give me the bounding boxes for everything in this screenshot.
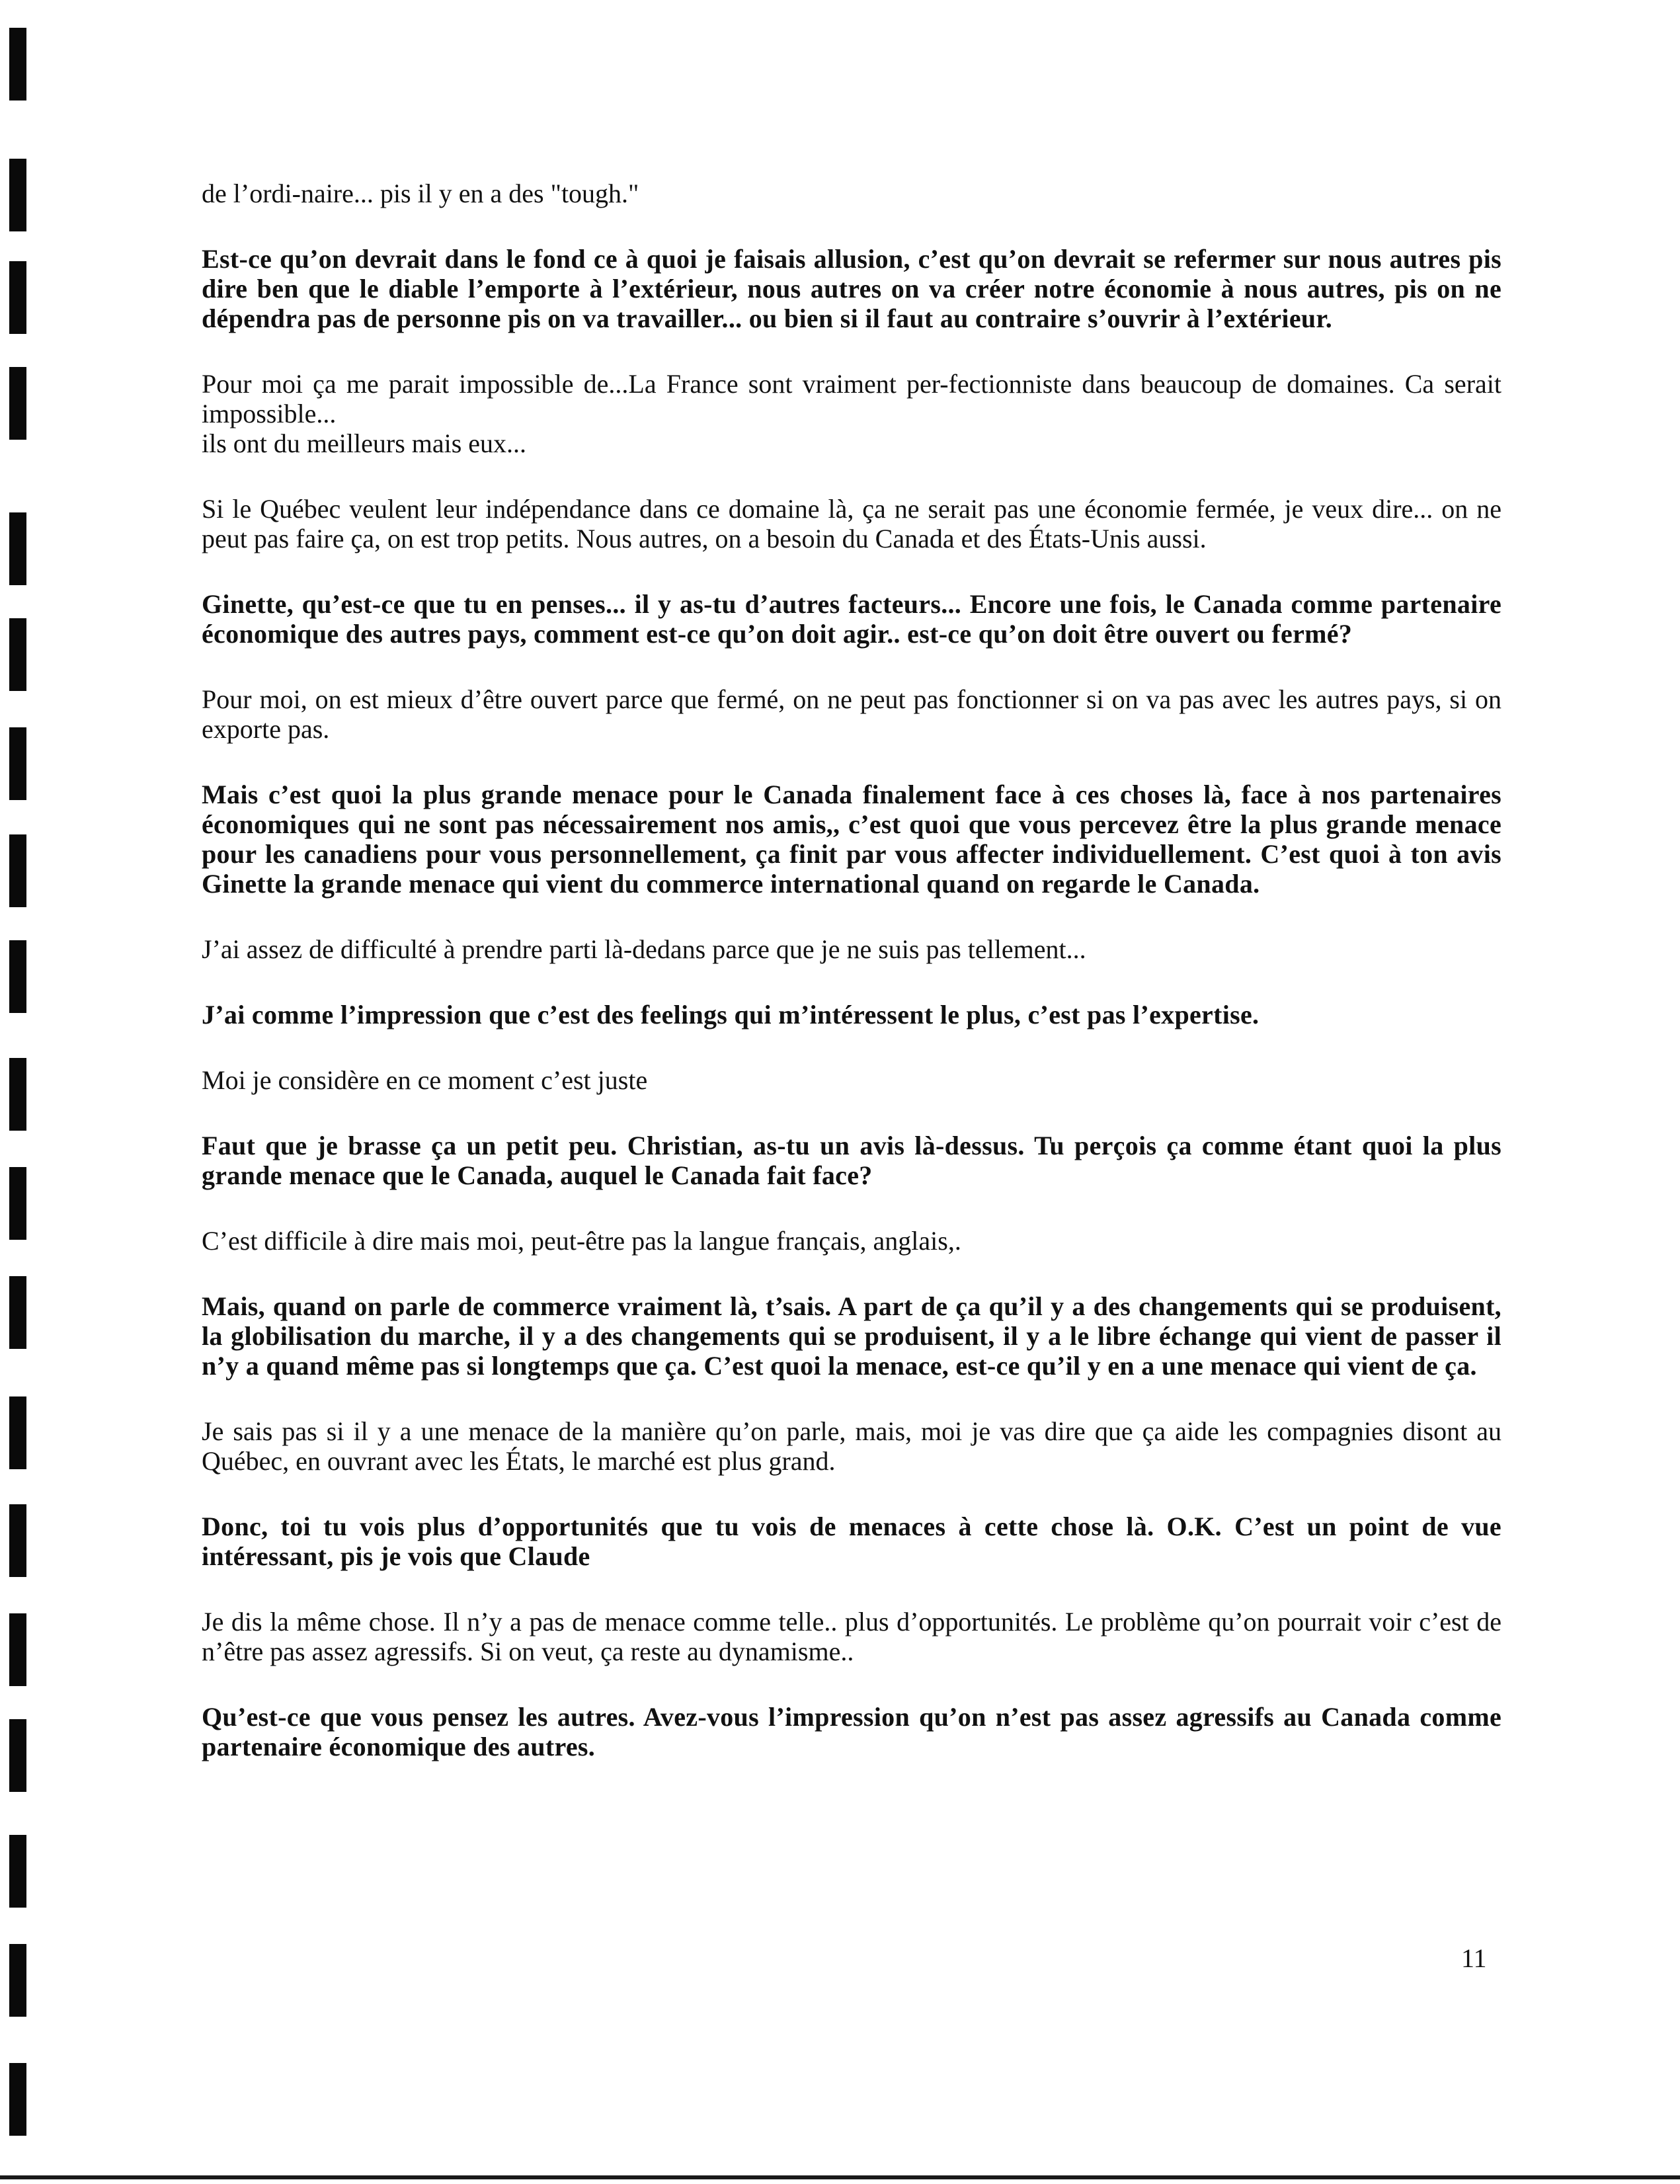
binder-mark [9,1719,26,1792]
binder-mark [9,1058,26,1131]
binder-mark [9,727,26,800]
binder-mark [9,940,26,1013]
binder-mark [9,1835,26,1908]
page-bottom-edge [0,2175,1680,2179]
paragraph: Ginette, qu’est-ce que tu en penses... il y as-tu d’autres facteurs... Encore une fois, le Canada comme partenaire économique des autres pays, comment est-ce qu’on doit agir.. est-ce qu’on doit être ouvert ou fermé? [202,589,1501,649]
transcript-body [202,179,1501,1797]
paragraph: Donc, toi tu vois plus d’opportunités que tu vois de menaces à cette chose là. O.K. C’est un point de vue intéressant, pis je vois que Claude [202,1512,1501,1571]
paragraph: Est-ce qu’on devrait dans le fond ce à quoi je faisais allusion, c’est qu’on devrait se refermer sur nous autres pis dire ben que le diable l’emporte à l’extérieur, nous autres on va créer notre économie à nous autres, pis on ne dépendra pas de personne pis on va travailler... ou bien si il faut au contraire s’ouvrir à l’extérieur. [202,244,1501,333]
binder-mark [9,1504,26,1577]
paragraph: Si le Québec veulent leur indépendance dans ce domaine là, ça ne serait pas une économie fermée, je veux dire... on ne peut pas faire ça, on est trop petits. Nous autres, on a besoin du Canada et des États-Unis aussi. [202,494,1501,553]
binder-mark [9,2063,26,2136]
binder-marks [9,0,29,2184]
paragraph: Mais c’est quoi la plus grande menace pour le Canada finalement face à ces choses là, face à nos partenaires économiques qui ne sont pas nécessairement nos amis,, c’est quoi que vous percevez être la plus grande menace pour les canadiens pour vous personnellement, ça finit par vous affecter individuellement. C’est quoi à ton avis Ginette la grande menace qui vient du commerce international quand on regarde le Canada. [202,780,1501,899]
paragraph: Mais, quand on parle de commerce vraiment là, t’sais. A part de ça qu’il y a des changements qui se produisent, la globilisation du marche, il y a des changements qui se produisent, il y a le libre échange qui vient de passer il n’y a quand même pas si longtemps que ça. C’est quoi la menace, est-ce qu’il y en a une menace qui vient de ça. [202,1291,1501,1381]
binder-mark [9,1396,26,1469]
paragraph: C’est difficile à dire mais moi, peut-être pas la langue français, anglais,. [202,1226,961,1256]
paragraph: Moi je considère en ce moment c’est juste [202,1065,648,1095]
binder-mark [9,1167,26,1240]
paragraph: J’ai comme l’impression que c’est des feelings qui m’intéressent le plus, c’est pas l’expertise. [202,1000,1260,1030]
paragraph: Pour moi, on est mieux d’être ouvert parce que fermé, on ne peut pas fonctionner si on va pas avec les autres pays, si on exporte pas. [202,684,1501,744]
binder-mark [9,1276,26,1349]
binder-mark [9,1944,26,2017]
paragraph: Je sais pas si il y a une menace de la manière qu’on parle, mais, moi je vas dire que ça aide les compagnies disont au Québec, en ouvrant avec les États, le marché est plus grand. [202,1416,1501,1476]
binder-mark [9,159,26,231]
paragraph: J’ai assez de difficulté à prendre parti là-dedans parce que je ne suis pas tellement... [202,934,1086,964]
paragraph: Pour moi ça me parait impossible de...La France sont vraiment per-fectionniste dans beaucoup de domaines. Ca serait impossible... ils ont du meilleurs mais eux... [202,369,1501,458]
binder-mark [9,261,26,334]
paragraph: Qu’est-ce que vous pensez les autres. Avez-vous l’impression qu’on n’est pas assez agressifs au Canada comme partenaire économique des autres. [202,1702,1501,1761]
paragraph: Je dis la même chose. Il n’y a pas de menace comme telle.. plus d’opportunités. Le problème qu’on pourrait voir c’est de n’être pas assez agressifs. Si on veut, ça reste au dynamisme.. [202,1607,1501,1666]
binder-mark [9,834,26,907]
binder-mark [9,367,26,440]
paragraph: de l’ordi-naire... pis il y en a des "tough." [202,179,639,208]
binder-mark [9,28,26,101]
paragraph: Faut que je brasse ça un petit peu. Christian, as-tu un avis là-dessus. Tu perçois ça comme étant quoi la plus grande menace que le Canada, auquel le Canada fait face? [202,1131,1501,1190]
binder-mark [9,618,26,691]
binder-mark [9,1613,26,1686]
binder-mark [9,512,26,585]
page-number: 11 [1461,1943,1487,1973]
